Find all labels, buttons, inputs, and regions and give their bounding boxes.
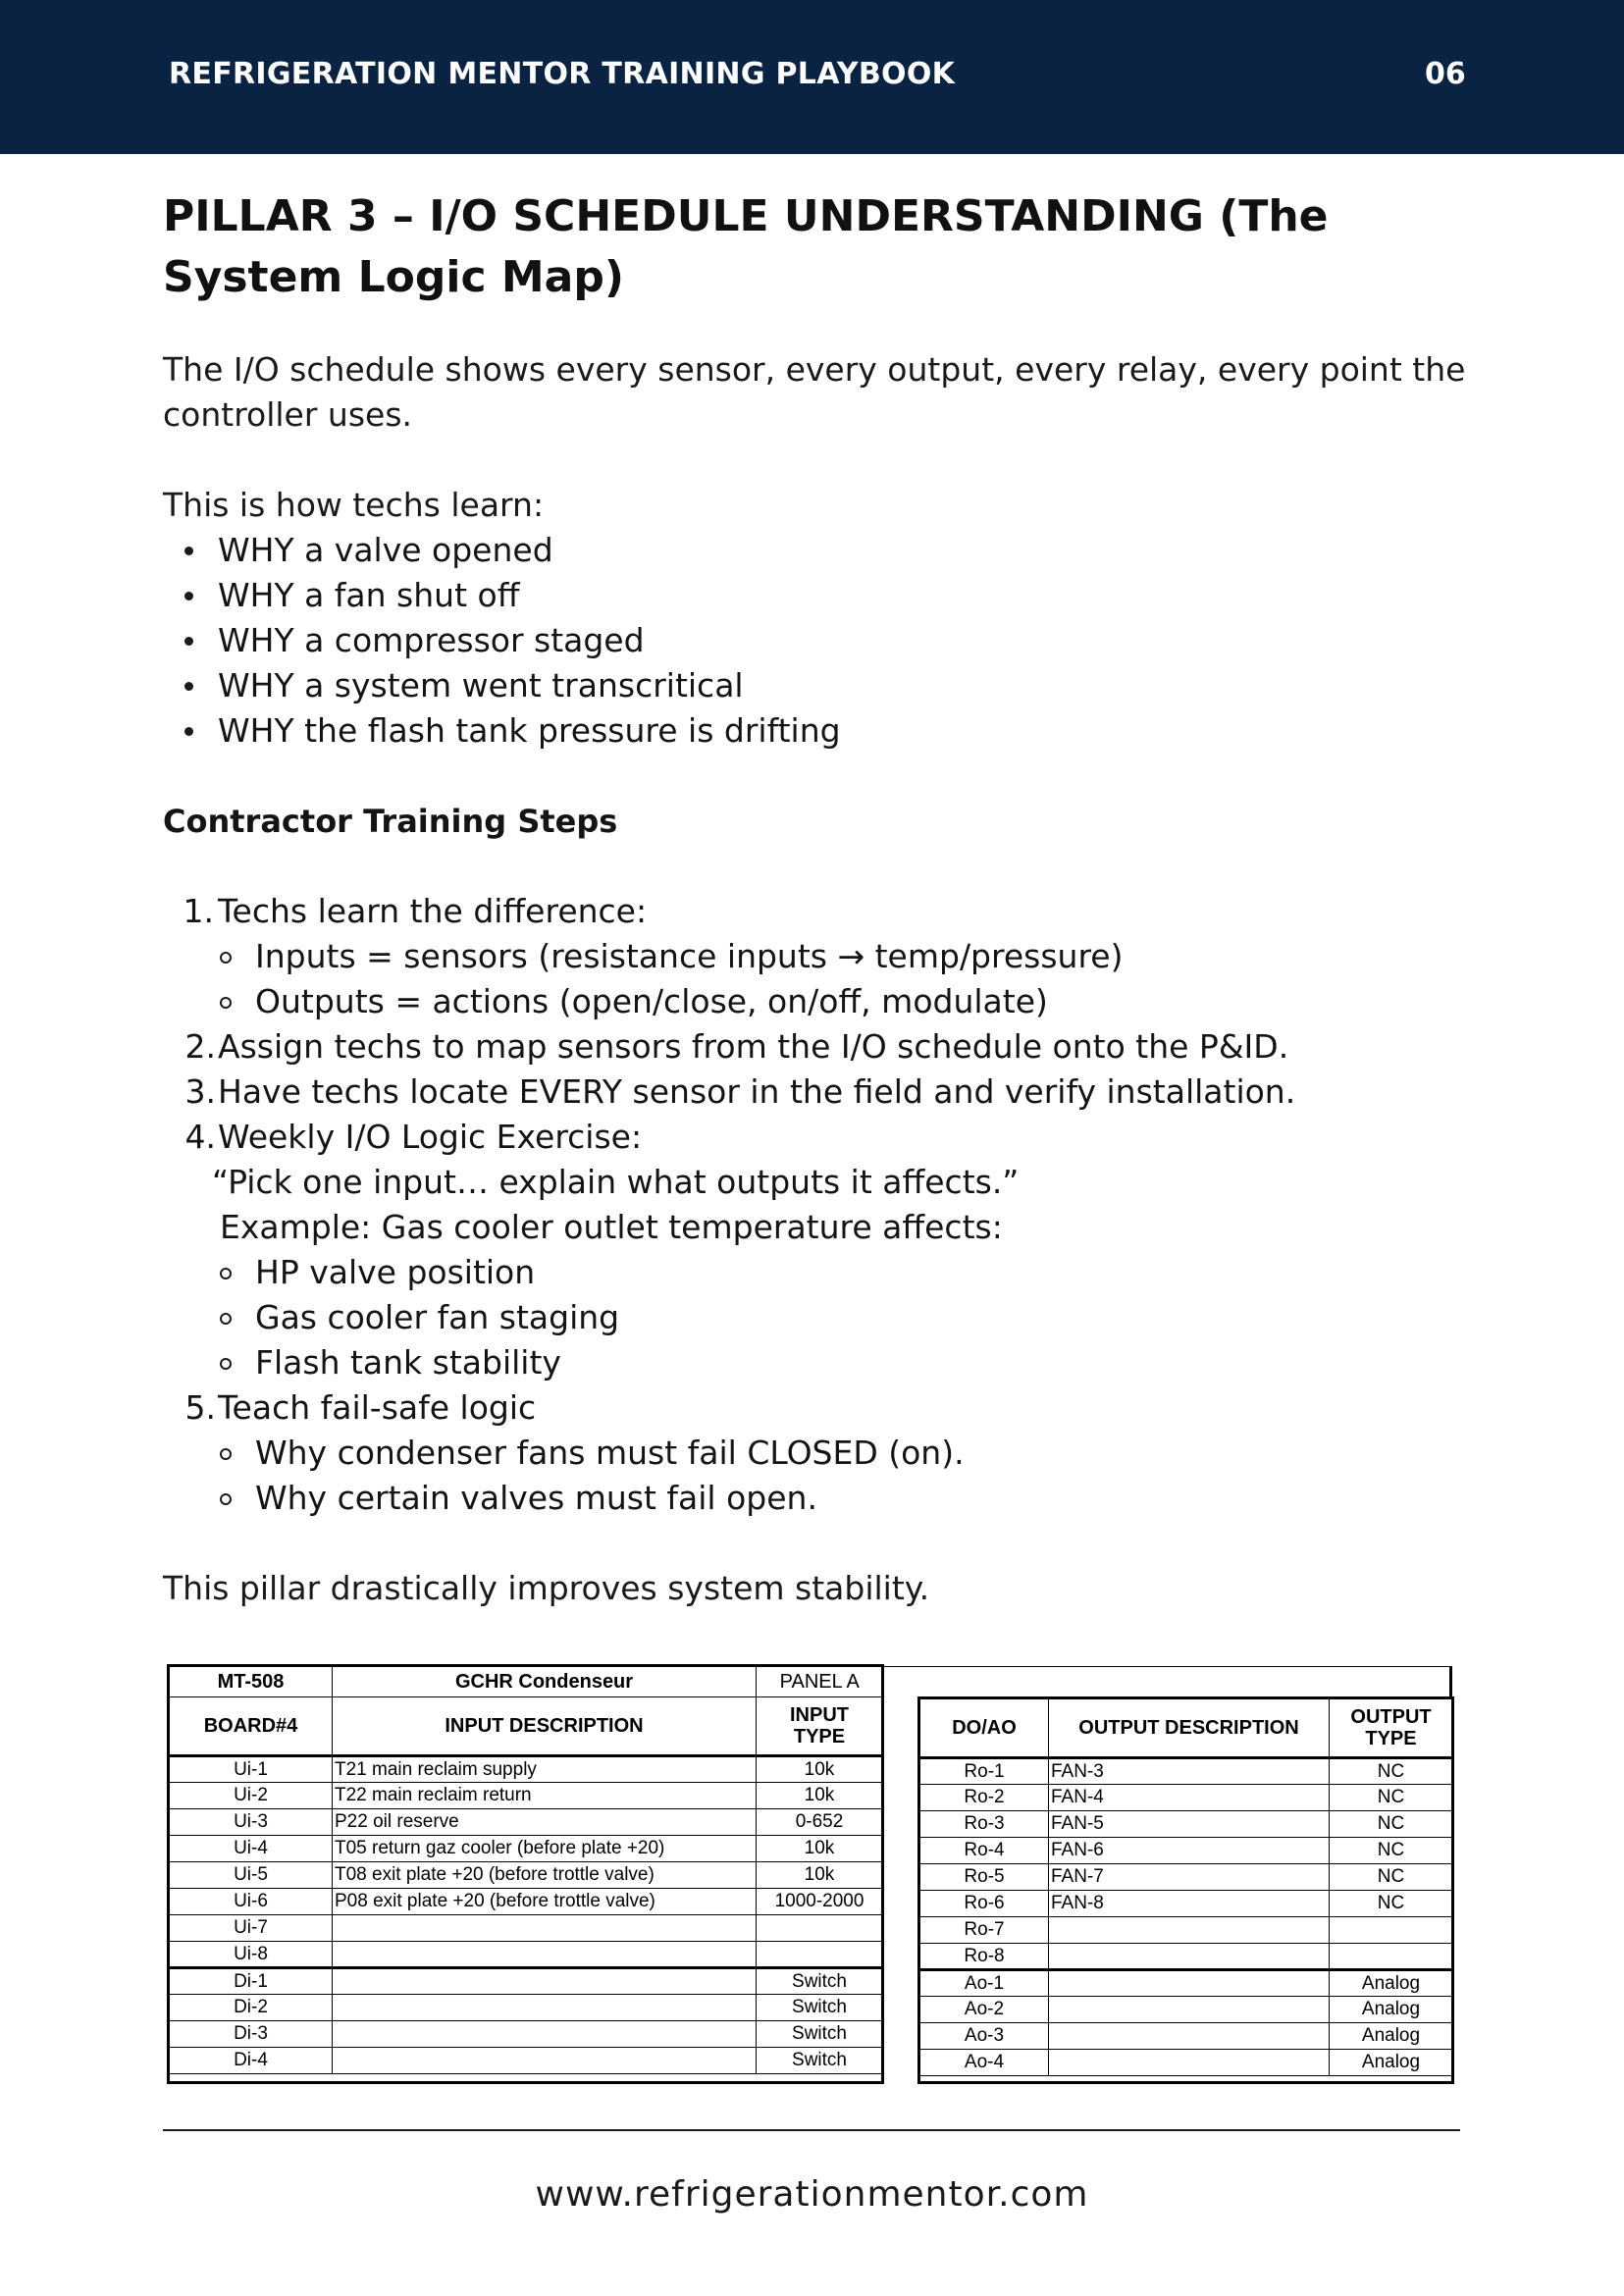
table-row <box>920 1785 1453 1811</box>
footer-url: www.refrigerationmentor.com <box>535 2174 1089 2215</box>
input-description-cell: P22 oil reserve <box>333 1809 757 1836</box>
output-description-cell: FAN-6 <box>1049 1838 1330 1864</box>
output-id-cell: Ro-7 <box>920 1917 1049 1944</box>
table-row <box>170 1995 883 2021</box>
table-row <box>170 1756 883 1783</box>
step-number: 5. <box>184 1388 216 1427</box>
list-item: WHY the flash tank pressure is drifting <box>184 708 1468 754</box>
section-heading: Contractor Training Steps <box>163 803 618 840</box>
intro-paragraph: The I/O schedule shows every sensor, every output, every relay, every point the controller uses. <box>163 350 1466 434</box>
input-type-cell <box>757 1915 883 1942</box>
list-item: WHY a fan shut off <box>184 573 1468 618</box>
output-id-cell: Ao-3 <box>920 2023 1049 2050</box>
input-description-cell: T21 main reclaim supply <box>333 1756 757 1783</box>
input-type-cell: 10k <box>757 1862 883 1889</box>
io-schedule-table-image <box>169 1666 1452 2082</box>
input-description-cell: T22 main reclaim return <box>333 1783 757 1809</box>
output-type-cell: Analog <box>1330 1997 1453 2023</box>
input-description-cell: T05 return gaz cooler (before plate +20) <box>333 1836 757 1862</box>
output-type-cell: NC <box>1330 1758 1453 1785</box>
input-id-cell: Ui-8 <box>170 1942 333 1968</box>
output-description-cell: FAN-4 <box>1049 1785 1330 1811</box>
table-row <box>920 1944 1453 1970</box>
input-type-cell: Switch <box>757 2021 883 2048</box>
output-type-cell: Analog <box>1330 1970 1453 1997</box>
step-1-sub-list <box>218 934 1468 1024</box>
input-id-cell: Ui-5 <box>170 1862 333 1889</box>
output-description-cell <box>1049 1917 1330 1944</box>
list-item: WHY a compressor staged <box>184 618 1468 663</box>
output-type-cell: NC <box>1330 1811 1453 1838</box>
output-rows <box>920 1758 1453 2076</box>
sub-list-item: Outputs = actions (open/close, on/off, modulate) <box>218 979 1468 1024</box>
table-row <box>920 2023 1453 2050</box>
sub-list-item: Why certain valves must fail open. <box>218 1476 1468 1521</box>
output-type-cell: NC <box>1330 1891 1453 1917</box>
table-row <box>170 1862 883 1889</box>
input-type-cell: 10k <box>757 1836 883 1862</box>
output-type-cell: Analog <box>1330 2023 1453 2050</box>
page-number: 06 <box>1425 57 1466 91</box>
output-id-cell: Ro-8 <box>920 1944 1049 1970</box>
input-id-cell: Ui-1 <box>170 1756 333 1783</box>
list-item: WHY a system went transcritical <box>184 663 1468 708</box>
table-row <box>920 1917 1453 1944</box>
table-row <box>920 1997 1453 2023</box>
step-5 <box>163 1385 1468 1431</box>
step-3 <box>163 1070 1468 1115</box>
pillar-title: PILLAR 3 – I/O SCHEDULE UNDERSTANDING (The System Logic Map) <box>163 191 1329 302</box>
input-type-cell: 0-652 <box>757 1809 883 1836</box>
table-row <box>920 1758 1453 1785</box>
header-band <box>0 0 1624 154</box>
doao-header: DO/AO <box>920 1699 1049 1758</box>
input-table <box>169 1666 883 2074</box>
sub-list-item: Gas cooler fan staging <box>218 1295 1468 1340</box>
output-table <box>919 1698 1453 2076</box>
input-description-header: INPUT DESCRIPTION <box>333 1697 757 1756</box>
step-number: 1. <box>183 892 214 930</box>
panel-cell: PANEL A <box>757 1667 883 1697</box>
output-id-cell: Ro-6 <box>920 1891 1049 1917</box>
input-description-cell <box>333 1942 757 1968</box>
input-description-cell <box>333 1968 757 1995</box>
step-text: Have techs locate EVERY sensor in the field and verify installation. <box>218 1072 1296 1111</box>
sub-list-item: Why condenser fans must fail CLOSED (on). <box>218 1431 1468 1476</box>
table-row <box>920 1811 1453 1838</box>
panel-header-extension <box>882 1666 1452 1698</box>
output-id-cell: Ro-5 <box>920 1864 1049 1891</box>
table-row <box>920 1864 1453 1891</box>
table-row <box>920 2050 1453 2076</box>
step-4 <box>163 1115 1468 1160</box>
step-text: Assign techs to map sensors from the I/O schedule onto the P&ID. <box>218 1027 1289 1066</box>
step-4-sub-list <box>218 1250 1468 1385</box>
step-number: 4. <box>184 1118 216 1156</box>
output-description-cell <box>1049 1970 1330 1997</box>
sub-list-item: HP valve position <box>218 1250 1468 1295</box>
table-row <box>920 1891 1453 1917</box>
input-description-cell: T08 exit plate +20 (before trottle valve) <box>333 1862 757 1889</box>
table-row <box>170 1809 883 1836</box>
input-type-cell: Switch <box>757 2048 883 2074</box>
output-description-cell <box>1049 1944 1330 1970</box>
table-row <box>170 2048 883 2074</box>
output-description-header: OUTPUT DESCRIPTION <box>1049 1699 1330 1758</box>
output-description-cell: FAN-7 <box>1049 1864 1330 1891</box>
step-text: Weekly I/O Logic Exercise: <box>218 1118 643 1156</box>
input-id-cell: Di-2 <box>170 1995 333 2021</box>
input-description-cell: P08 exit plate +20 (before trottle valve) <box>333 1889 757 1915</box>
step-text: Teach fail-safe logic <box>218 1388 537 1427</box>
input-type-cell: Switch <box>757 1968 883 1995</box>
input-type-cell: 1000-2000 <box>757 1889 883 1915</box>
learn-bullet-list <box>184 528 1468 754</box>
unit-cell: GCHR Condenseur <box>333 1667 757 1697</box>
table-row <box>170 1915 883 1942</box>
input-id-cell: Ui-4 <box>170 1836 333 1862</box>
output-id-cell: Ao-1 <box>920 1970 1049 1997</box>
output-description-cell: FAN-3 <box>1049 1758 1330 1785</box>
input-description-cell <box>333 1915 757 1942</box>
output-description-cell: FAN-8 <box>1049 1891 1330 1917</box>
output-id-cell: Ao-4 <box>920 2050 1049 2076</box>
step-2 <box>163 1024 1468 1070</box>
sub-list-item: Flash tank stability <box>218 1340 1468 1385</box>
input-id-cell: Ui-6 <box>170 1889 333 1915</box>
output-id-cell: Ro-4 <box>920 1838 1049 1864</box>
step-5-sub-list <box>218 1431 1468 1521</box>
input-type-cell: 10k <box>757 1756 883 1783</box>
input-type-cell <box>757 1942 883 1968</box>
step-number: 2. <box>184 1027 216 1066</box>
input-type-cell: 10k <box>757 1783 883 1809</box>
output-id-cell: Ro-1 <box>920 1758 1049 1785</box>
input-id-cell: Di-3 <box>170 2021 333 2048</box>
input-id-cell: Ui-7 <box>170 1915 333 1942</box>
output-id-cell: Ro-2 <box>920 1785 1049 1811</box>
output-type-cell: NC <box>1330 1838 1453 1864</box>
learn-intro: This is how techs learn: <box>163 486 545 524</box>
table-row <box>170 1783 883 1809</box>
table-row <box>170 1942 883 1968</box>
board-header: BOARD#4 <box>170 1697 333 1756</box>
table-row <box>170 2021 883 2048</box>
input-description-cell <box>333 2048 757 2074</box>
footer-divider <box>163 2129 1460 2131</box>
step-number: 3. <box>184 1072 216 1111</box>
output-type-cell <box>1330 1944 1453 1970</box>
sub-list-item: Inputs = sensors (resistance inputs → temp/pressure) <box>218 934 1468 979</box>
input-description-cell <box>333 1995 757 2021</box>
header-title: REFRIGERATION MENTOR TRAINING PLAYBOOK <box>169 57 956 91</box>
output-description-cell <box>1049 2023 1330 2050</box>
table-row <box>170 1968 883 1995</box>
page-content <box>163 186 1468 1611</box>
output-type-cell: Analog <box>1330 2050 1453 2076</box>
exercise-quote: “Pick one input… explain what outputs it affects.” <box>212 1163 1020 1201</box>
output-description-cell: FAN-5 <box>1049 1811 1330 1838</box>
output-id-cell: Ao-2 <box>920 1997 1049 2023</box>
table-row <box>920 1970 1453 1997</box>
input-type-cell: Switch <box>757 1995 883 2021</box>
output-description-cell <box>1049 1997 1330 2023</box>
training-steps <box>163 889 1468 1521</box>
step-1 <box>163 889 1468 934</box>
closing-paragraph: This pillar drastically improves system stability. <box>163 1569 930 1607</box>
model-cell: MT-508 <box>170 1667 333 1697</box>
input-id-cell: Di-1 <box>170 1968 333 1995</box>
input-rows <box>170 1756 883 2074</box>
input-description-cell <box>333 2021 757 2048</box>
output-type-cell: NC <box>1330 1785 1453 1811</box>
exercise-example: Example: Gas cooler outlet temperature affects: <box>220 1208 1003 1246</box>
input-type-header: INPUT TYPE <box>757 1697 883 1756</box>
input-id-cell: Di-4 <box>170 2048 333 2074</box>
input-id-cell: Ui-2 <box>170 1783 333 1809</box>
table-row <box>920 1838 1453 1864</box>
input-id-cell: Ui-3 <box>170 1809 333 1836</box>
output-type-header: OUTPUT TYPE <box>1330 1699 1453 1758</box>
output-description-cell <box>1049 2050 1330 2076</box>
table-row <box>170 1889 883 1915</box>
output-type-cell: NC <box>1330 1864 1453 1891</box>
output-type-cell <box>1330 1917 1453 1944</box>
output-id-cell: Ro-3 <box>920 1811 1049 1838</box>
table-row <box>170 1836 883 1862</box>
list-item: WHY a valve opened <box>184 528 1468 573</box>
step-text: Techs learn the difference: <box>218 892 648 930</box>
